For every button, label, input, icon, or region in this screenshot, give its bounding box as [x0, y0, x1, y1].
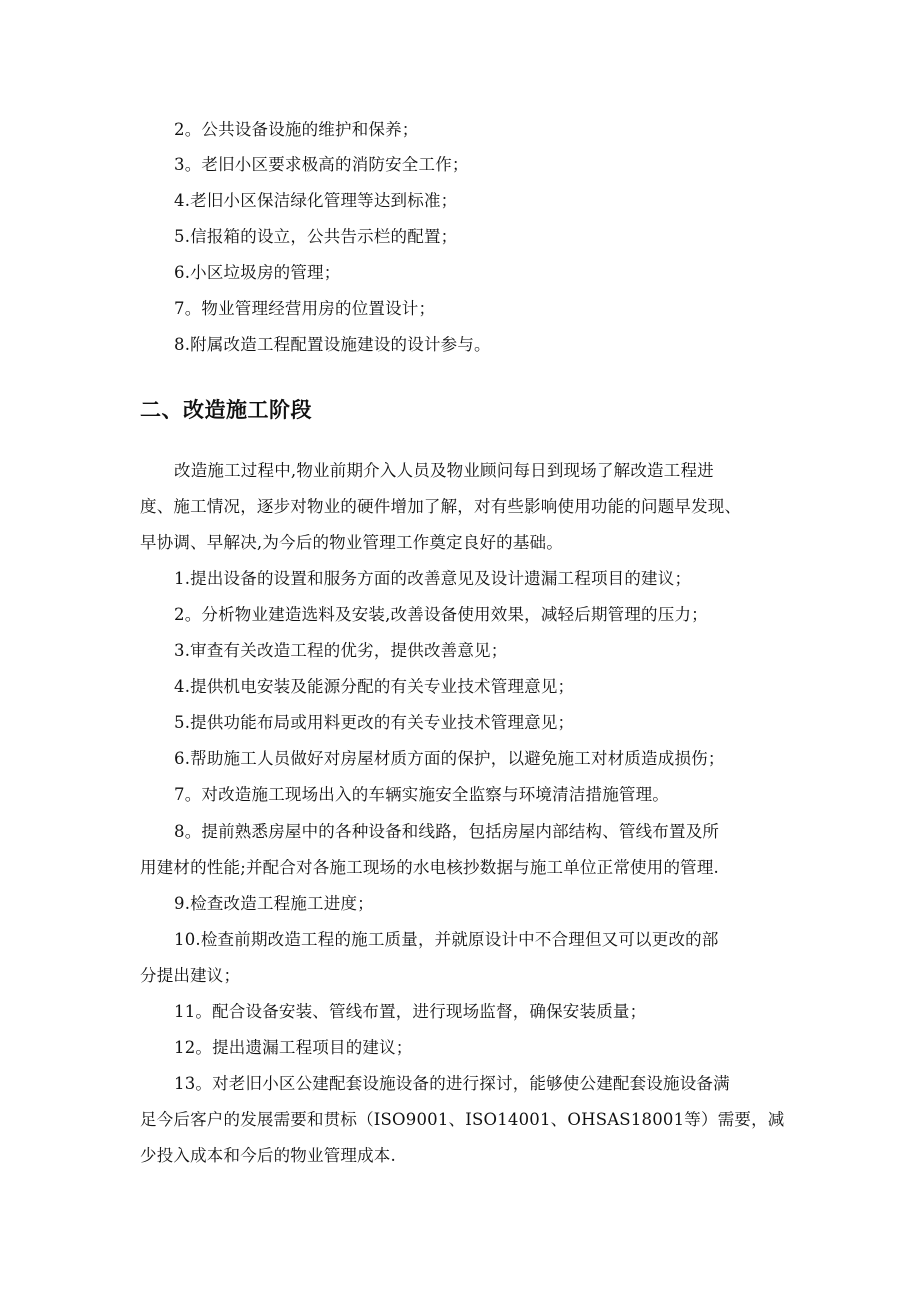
paragraph-line: 改造施工过程中,物业前期介入人员及物业顾问每日到现场了解改造工程进	[174, 461, 714, 480]
list-item: 10.检查前期改造工程的施工质量，并就原设计中不合理但又可以更改的部	[174, 930, 719, 949]
list-item: 3.审查有关改造工程的优劣，提供改善意见；	[174, 641, 508, 660]
list-item: 11。配合设备安装、管线布置，进行现场监督，确保安装质量；	[174, 1002, 647, 1021]
list-item: 7。对改造施工现场出入的车辆实施安全监察与环境清洁措施管理。	[174, 785, 669, 804]
list-item: 5.信报箱的设立，公共告示栏的配置；	[174, 227, 458, 246]
list-item: 4.老旧小区保洁绿化管理等达到标准；	[174, 191, 458, 210]
list-item: 1.提出设备的设置和服务方面的改善意见及设计遗漏工程项目的建议；	[174, 569, 692, 588]
list-item-continuation: 用建材的性能;并配合对各施工现场的水电核抄数据与施工单位正常使用的管理.	[140, 858, 720, 877]
list-item-continuation: 少投入成本和今后的物业管理成本.	[140, 1146, 396, 1165]
list-item: 7。物业管理经营用房的位置设计；	[174, 299, 436, 318]
list-item: 2。公共设备设施的维护和保养；	[174, 120, 419, 139]
list-item: 3。老旧小区要求极高的消防安全工作；	[174, 155, 469, 174]
list-item: 5.提供功能布局或用料更改的有关专业技术管理意见；	[174, 713, 575, 732]
list-item: 6.帮助施工人员做好对房屋材质方面的保护，以避免施工对材质造成损伤；	[174, 749, 725, 768]
section-heading: 二、改造施工阶段	[140, 398, 312, 422]
list-item: 12。提出遗漏工程项目的建议；	[174, 1038, 413, 1057]
list-item: 4.提供机电安装及能源分配的有关专业技术管理意见；	[174, 677, 575, 696]
list-item: 8.附属改造工程配置设施建设的设计参与。	[174, 335, 491, 354]
paragraph-line: 度、施工情况，逐步对物业的硬件增加了解，对有些影响使用功能的问题早发现、	[140, 497, 742, 516]
list-item-continuation: 足今后客户的发展需要和贯标（ISO9001、ISO14001、OHSAS18001等）需要，减	[140, 1110, 785, 1129]
list-item: 2。分析物业建造选料及安装,改善设备使用效果，减轻后期管理的压力；	[174, 605, 708, 624]
list-item-continuation: 分提出建议；	[140, 966, 241, 985]
list-item: 13。对老旧小区公建配套设施设备的进行探讨，能够使公建配套设施设备满	[174, 1074, 730, 1093]
list-item: 6.小区垃圾房的管理；	[174, 263, 341, 282]
list-item: 9.检查改造工程施工进度；	[174, 894, 374, 913]
list-item: 8。提前熟悉房屋中的各种设备和线路，包括房屋内部结构、管线布置及所	[174, 822, 720, 841]
paragraph-line: 早协调、早解决,为今后的物业管理工作奠定良好的基础。	[140, 533, 563, 552]
